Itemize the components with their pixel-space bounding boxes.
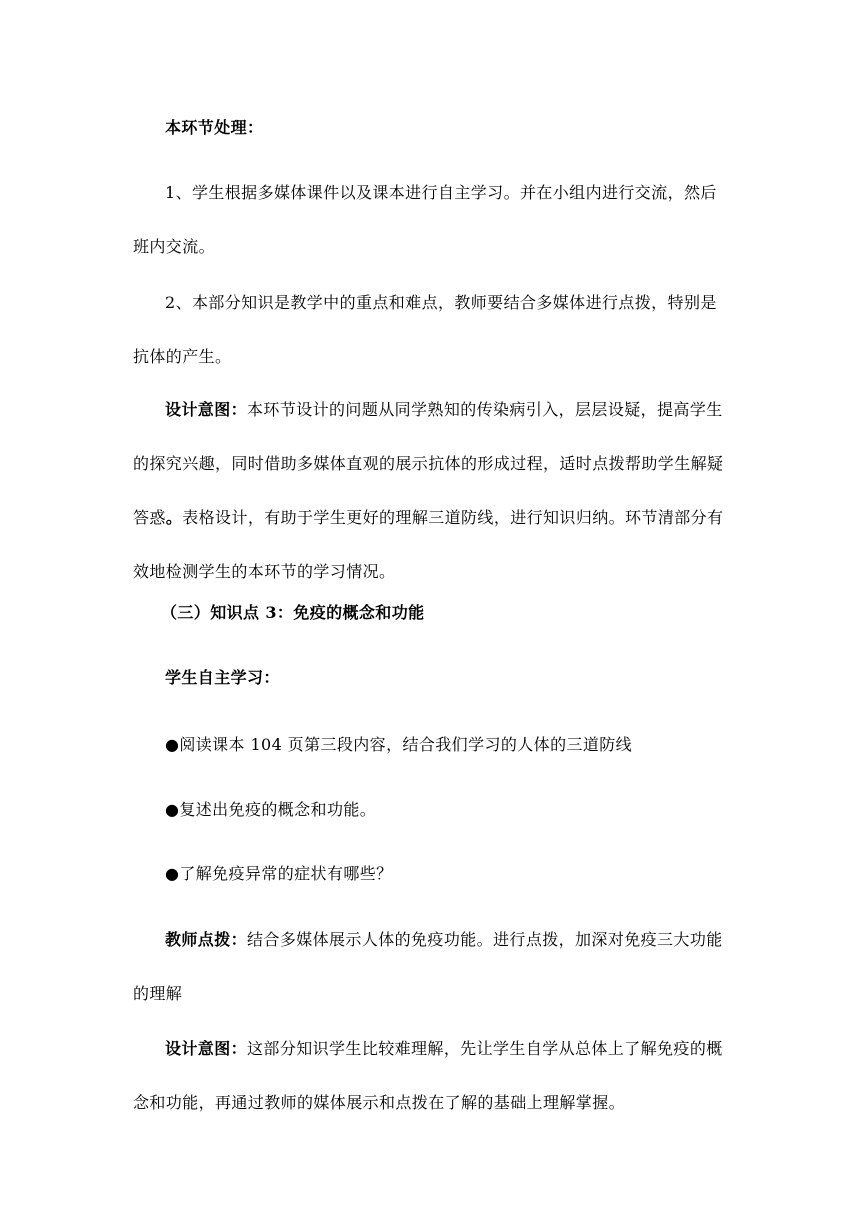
self-study-heading: 学生自主学习： bbox=[165, 668, 280, 687]
paragraph-handling-item-1: 1、学生根据多媒体课件以及课本进行自主学习。并在小组内进行交流，然后班内交流。 bbox=[133, 183, 717, 256]
bullet-item-2: ●复述出免疫的概念和功能。 bbox=[165, 800, 377, 819]
paragraph-handling-item-2: 2、本部分知识是教学中的重点和难点，教师要结合多媒体进行点拨，特别是抗体的产生。 bbox=[133, 293, 717, 366]
teacher-guidance-text: 结合多媒体展示人体的免疫功能。进行点拨，加深对免疫三大功能的理解 bbox=[133, 930, 723, 1003]
bullet-item-1: ●阅读课本 104 页第三段内容，结合我们学习的人体的三道防线 bbox=[165, 735, 633, 754]
design-intent-1-period: 。 bbox=[165, 508, 183, 527]
design-intent-1-text-a: 本环节设计的问题从同学熟知的传染病引入，层层设疑，提高学生的探究兴趣，同时借助多媒体直观的展示抗体的形成过程，适时点拨帮助学生解疑答惑 bbox=[133, 400, 724, 527]
knowledge-point-3-heading: （三）知识点 3：免疫的概念和功能 bbox=[161, 603, 425, 622]
design-intent-2-label: 设计意图： bbox=[165, 1039, 248, 1058]
teacher-guidance-label: 教师点拨： bbox=[165, 930, 248, 949]
design-intent-2-text: 这部分知识学生比较难理解，先让学生自学从总体上了解免疫的概念和功能，再通过教师的媒体展示和点拨在了解的基础上理解掌握。 bbox=[133, 1039, 723, 1112]
design-intent-1-text-b: 表格设计，有助于学生更好的理解三道防线，进行知识归纳。环节清部分有效地检测学生的本环节的学习情况。 bbox=[133, 508, 724, 581]
paragraph-design-intent-2 bbox=[133, 1022, 733, 1130]
bullet-item-3: ●了解免疫异常的症状有哪些？ bbox=[165, 864, 393, 883]
section-heading-handling: 本环节处理： bbox=[165, 118, 264, 137]
paragraph-teacher-guidance bbox=[133, 913, 733, 1021]
paragraph-design-intent-1 bbox=[133, 383, 733, 599]
design-intent-1-label: 设计意图： bbox=[165, 400, 248, 419]
